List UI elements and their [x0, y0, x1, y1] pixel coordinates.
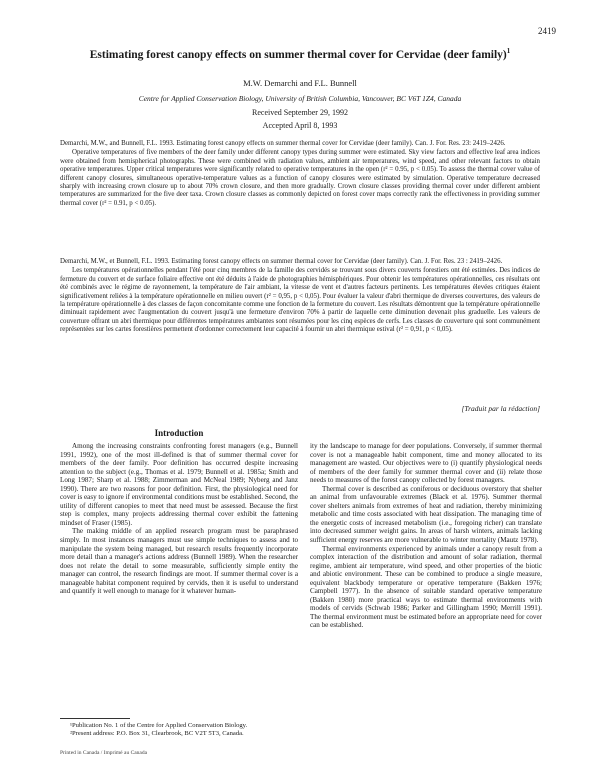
intro-paragraph-4: Thermal cover is described as coniferous or deciduous overstory that shelter an animal from unfavourable extremes (Black et al. 1976). Summer thermal cover shelters animals from extremes of heat and radiation, thereby minimizing metabolic and time costs associated with heat dissipation. The managing time of the energetic costs of increased metabolism (i.e., foregoing richer) can translate into decreased summer weight gains. In areas of harsh winters, animals lacking sufficient energy reserves are more vulnerable to winter mortality (Mautz 1978). — [310, 484, 542, 545]
accepted-date: Accepted April 8, 1993 — [262, 121, 338, 130]
abstract-en-body: Operative temperatures of five members of the deer family under different canopy types during summer were estimated. Sky view factors and effective leaf area indices were obtained from hemispherical photographs. These were combined with radiation values, ambient air temperatures, wind speed, and other relevant factors to obtain operative temperatures. Upper critical temperatures were significantly related to operative temperatures in the open (r² = 0.95, p < 0.05). To assess the thermal cover value of different canopy closures, simultaneous operative-temperature values as a function of canopy closures were estimated by simulation. Operative temperature decreased sharply with increasing crown closure up to about 70% crown closure, and then more gradually. Crown closure classes providing thermal cover under different ambient temperatures are summarized for the five deer taxa. Crown closure classes as commonly depicted on forest cover maps correctly rank the effectiveness in providing summer thermal cover (r² = 0.91, p < 0.05). — [60, 149, 540, 207]
intro-paragraph-3: ity the landscape to manage for deer populations. Conversely, if summer thermal cover is not a manageable habit component, time and money allocated to its management are wasted. Our objectives were to (i) quantify physiological needs of members of the deer family for summer thermal cover and (ii) relate those needs to measures of the forest canopy collected by forest managers. — [310, 442, 542, 485]
intro-paragraph-2: The making middle of an applied research program must be paraphrased simply. In most instances managers must use simple techniques to assess and to manipulate the system being managed, but research results frequently incorporate more detail than a manager's actions address (Bunnell 1989). When the researcher does not relate the detail to some measurable, sufficiently simple entity the manager can control, the research findings are moot. If summer thermal cover is a manageable habitat component required by cervids, then it is useful to understand and quantify it well enough to manage for it whatever human- — [60, 527, 298, 596]
intro-paragraph-1: Among the increasing constraints confronting forest managers (e.g., Bunnell 1991, 1992), one of the most ill-defined is that of summer thermal cover for members of the deer family. Poor definition has occurred despite increasing attention to the subject (e.g., Thomas et al. 1979; Bunnell et al. 1985a; Smith and Long 1987; Sharp et al. 1988; Zimmerman and McNeal 1989; Nyberg and Janz 1990). There are two reasons for poor definition. First, the physiological need for cover is easy to ignore if environmental conditions must be established. Second, the utility of different canopies to meet that need must be assessed. Because the first step is complex, many projects addressing thermal cover exhibit the fattening mindset of Fraser (1985). — [60, 442, 298, 527]
footnotes — [60, 722, 298, 738]
title-footnote-marker: 1 — [506, 47, 511, 55]
section-heading-introduction: Introduction — [154, 428, 204, 438]
footnote-divider — [60, 718, 130, 719]
abstract-english — [60, 140, 540, 244]
abstract-fr-body: Les températures opérationnelles pendant l'été pour cinq membres de la famille des cervidés se trouvant sous divers couverts forestiers ont été estimées. Des indices de fermeture du couvert et de surface foliaire effective ont été déduits à l'aide de photographies hémisphériques. Pour obtenir les températures opérationnelles, ces résultats ont été combinés avec le régime de rayonnement, la température de l'air ambiant, la vitesse de vent et d'autres facteurs pertinents. Les températures élevées critiques étaient significativement reliées à la température opérationnelle en milieu ouvert (r² = 0,95, p < 0,05). Pour évaluer la valeur d'abri thermique de diverses couvertures, des valeurs de la température opérationnelle à des classes de façon concomitante comme une fonction de la fermeture du couvert. Les résultats démontrent que la température opérationnelle diminuait rapidement avec l'augmentation du couvert jusqu'à une fermeture d'environ 70% à partir de laquelle cette diminution devenait plus graduelle. Les valeurs de couverture offrant un abri thermique pour différentes températures ambiantes sont résumées pour les cinq espèces de cerfs. Les classes de couverture qui sont communément représentées sur les cartes forestières permettent d'ordonner correctement leur capacité à fournir un abri thermique estival (r² = 0,91, p < 0,05). — [60, 267, 540, 334]
received-date: Received September 29, 1992 — [252, 108, 348, 117]
page-number: 2419 — [538, 26, 556, 36]
affiliation: Centre for Applied Conservation Biology, University of British Columbia, Vancouver, BC V6T 1Z4, Canada — [138, 94, 462, 103]
abstract-fr-citation: Demarchi, M.W., et Bunnell, F.L. 1993. Estimating forest canopy effects on summer thermal cover for Cervidae (deer family). Can. J. For. Res. 23 : 2419–2426. — [60, 258, 503, 265]
abstract-en-citation: Demarchi, M.W., and Bunnell, F.L. 1993. Estimating forest canopy effects on summer thermal cover for Cervidae (deer family). Can. J. For. Res. 23: 2419–2426. — [60, 140, 506, 147]
printed-in-canada: Printed in Canada / Imprimé au Canada — [60, 750, 148, 756]
left-column — [60, 442, 298, 714]
footnote-1: ¹Publication No. 1 of the Centre for Applied Conservation Biology. — [70, 722, 248, 729]
article-title — [40, 44, 560, 62]
translation-note: [Traduit par la rédaction] — [461, 404, 540, 413]
right-column — [310, 442, 542, 747]
title-text: Estimating forest canopy effects on summer thermal cover for Cervidae (deer family) — [89, 48, 507, 61]
abstract-french — [60, 258, 540, 400]
intro-paragraph-5: Thermal environments experienced by animals under a canopy result from a complex interaction of the distribution and amount of solar radiation, thermal regime, ambient air temperature, wind speed, and other properties of the biotic and abiotic environment. These can be combined to produce a single measure, equivalent blackbody temperature or operative temperature (Bakken 1976; Campbell 1977). In the absence of suitable standard operative temperature (Bakken 1980) more practical ways to estimate thermal environments with models of cervids (Schwab 1986; Parker and Gillingham 1990; Merrill 1991). The thermal environment must be estimated before an appropriate need for cover can be established. — [310, 544, 542, 630]
footnote-2: ²Present address: P.O. Box 31, Clearbrook, BC V2T 5T3, Canada. — [70, 730, 244, 737]
authors: M.W. Demarchi and F.L. Bunnell — [243, 78, 357, 88]
